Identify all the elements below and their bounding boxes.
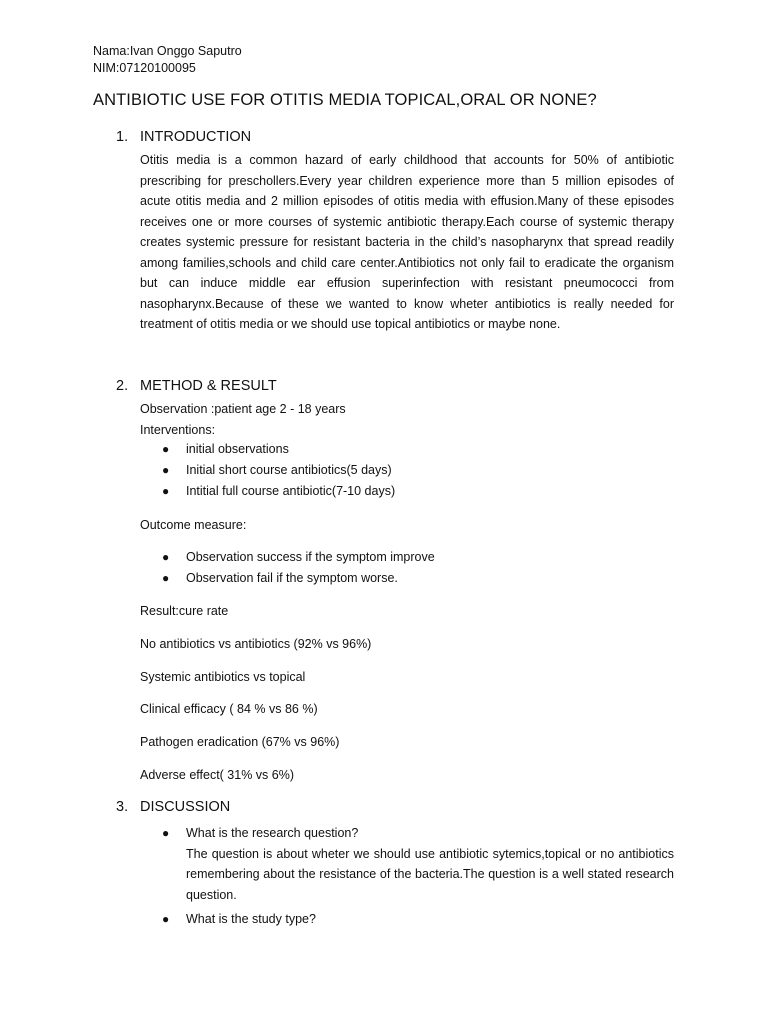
section-number: 3. [116, 799, 129, 815]
outcomes-list [162, 547, 435, 589]
result-adverse-effect: Adverse effect( 31% vs 6%) [140, 768, 295, 782]
section-heading-introduction [116, 127, 251, 147]
bullet-icon: ● [162, 463, 170, 477]
section-number: 2. [116, 378, 129, 394]
observation-line: Observation :patient age 2 - 18 years [140, 402, 346, 416]
bullet-icon: ● [162, 571, 170, 585]
introduction-paragraph: Otitis media is a common hazard of early childhood that accounts for 50% of antibiotic prescribing for preschollers.Every year children experience more than 5 million episodes of acute otitis media and 2 million episodes of otitis media with effusion.Many of these episodes receives one or more courses of systemic antibiotic therapy.Each course of systemic therapy creates systemic pressure for resistant bacteria in the child’s nasopharynx that spread readily among families,schools and child care center.Antibiotics not only fail to eradicate the organism but can induce middle ear effusion superinfection with resistant pneumococci from nasopharynx.Because of these we wanted to know wheter antibiotics is really needed for treatment of otitis media or we should use topical antibiotics or maybe none. [140, 153, 674, 331]
bullet-icon: ● [162, 442, 170, 456]
section-title: INTRODUCTION [140, 129, 252, 145]
discussion-item [162, 909, 674, 930]
discussion-item [162, 823, 674, 905]
interventions-label: Interventions: [140, 423, 216, 437]
bullet-icon: ● [162, 826, 170, 840]
discussion-answer: The question is about wheter we should use antibiotic sytemics,topical or no antibiotics remembering about the resistance of the bacteria.The question is a well stated research question. [186, 846, 674, 902]
result-systemic-vs-topical: Systemic antibiotics vs topical [140, 670, 306, 684]
list-item: ● initial observations [162, 439, 395, 460]
list-item: ● Observation success if the symptom improve [162, 547, 435, 568]
result-pathogen-eradication: Pathogen eradication (67% vs 96%) [140, 735, 340, 749]
section-heading-discussion [116, 797, 230, 817]
bullet-icon: ● [162, 550, 170, 564]
outcome-label: Outcome measure: [140, 518, 247, 532]
result-label: Result:cure rate [140, 604, 229, 618]
interventions-list [162, 439, 395, 502]
bullet-icon: ● [162, 484, 170, 498]
author-name: Nama:Ivan Onggo Saputro [93, 44, 242, 58]
section-title: METHOD & RESULT [140, 378, 277, 394]
document-title: ANTIBIOTIC USE FOR OTITIS MEDIA TOPICAL,ORAL OR NONE? [93, 91, 597, 109]
discussion-question: What is the research question? [186, 826, 359, 840]
section-title: DISCUSSION [140, 799, 231, 815]
section-number: 1. [116, 129, 129, 145]
section-heading-method [116, 376, 277, 396]
student-id: NIM:07120100095 [93, 61, 196, 75]
bullet-icon: ● [162, 912, 170, 926]
list-item: ● Observation fail if the symptom worse. [162, 568, 435, 589]
list-item: ● Initial short course antibiotics(5 days) [162, 460, 395, 481]
result-no-vs-antibiotics: No antibiotics vs antibiotics (92% vs 96%) [140, 637, 372, 651]
discussion-question: What is the study type? [186, 912, 316, 926]
result-clinical-efficacy: Clinical efficacy ( 84 % vs 86 %) [140, 702, 318, 716]
list-item: ● Intitial full course antibiotic(7-10 days) [162, 481, 395, 502]
